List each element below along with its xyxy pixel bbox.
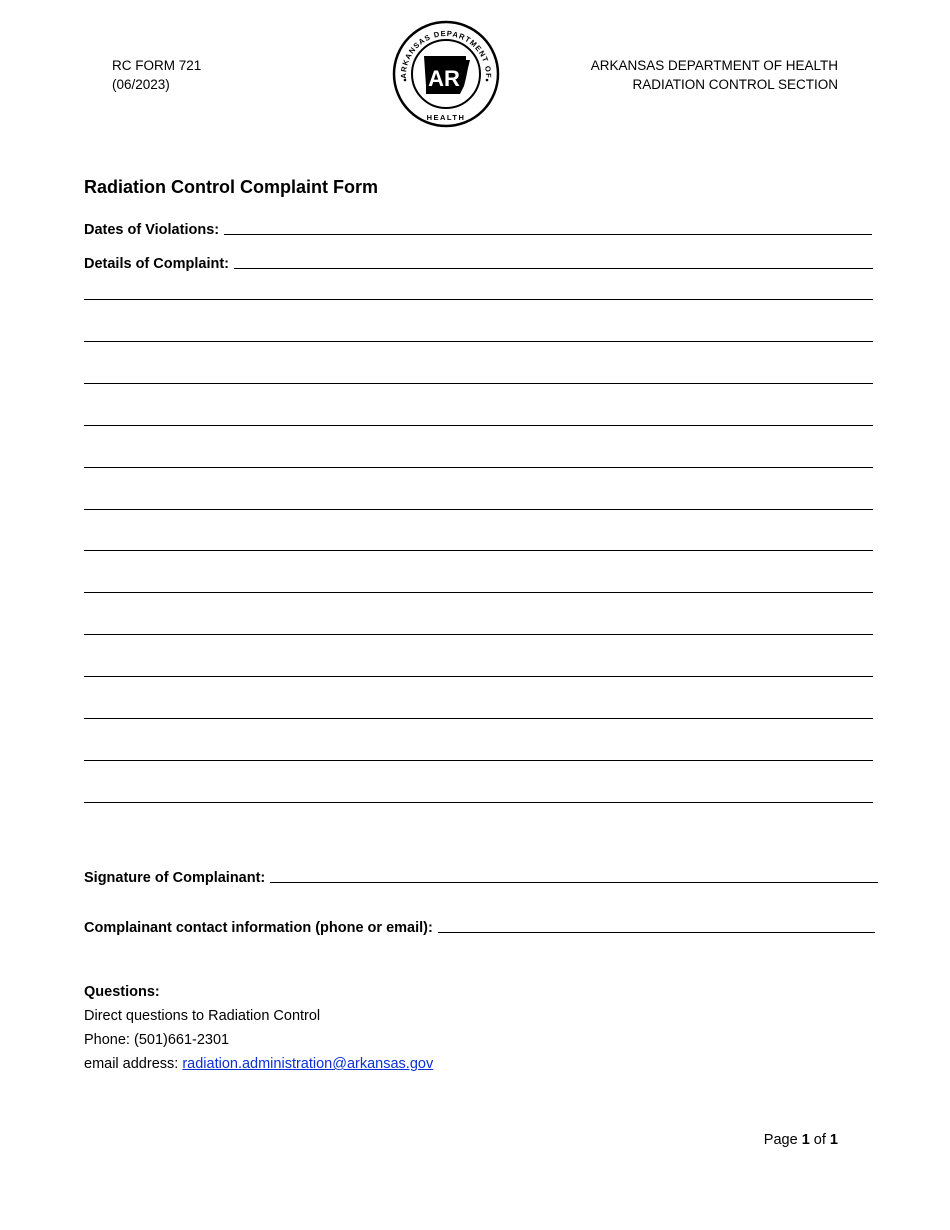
svg-text:ARKANSAS DEPARTMENT OF: ARKANSAS DEPARTMENT OF [398,28,494,79]
page-prefix: Page [763,1132,802,1148]
signature-field[interactable] [84,870,878,886]
department-logo [392,20,500,128]
signature-input-line[interactable] [270,881,878,883]
dates-of-violations-field[interactable] [84,222,872,238]
form-id [112,56,201,94]
details-blank-line[interactable] [84,550,873,551]
svg-text:HEALTH: HEALTH [426,113,466,122]
email-label: email address: [84,1056,183,1072]
contact-input-line[interactable] [438,931,875,933]
details-blank-line[interactable] [84,341,873,342]
details-blank-line[interactable] [84,299,873,300]
details-blank-line[interactable] [84,592,873,593]
details-blank-line[interactable] [84,383,873,384]
contact-info-field[interactable] [84,920,875,936]
form-date: (06/2023) [112,77,170,92]
page-of: of [809,1132,830,1148]
questions-heading: Questions: [84,984,160,1000]
signature-label: Signature of Complainant: [84,870,266,886]
details-of-complaint-field[interactable] [84,256,873,272]
contact-label: Complainant contact information (phone or email): [84,920,433,936]
email-link[interactable]: radiation.administration@arkansas.gov [182,1056,434,1072]
section-name: RADIATION CONTROL SECTION [632,77,838,92]
page-total: 1 [829,1132,838,1148]
form-number: RC FORM 721 [112,58,202,73]
department-info [591,56,838,94]
details-label: Details of Complaint: [84,256,230,272]
page-title: Radiation Control Complaint Form [84,177,378,197]
dates-input-line[interactable] [224,233,872,235]
details-blank-line[interactable] [84,718,873,719]
page-current: 1 [801,1132,810,1148]
phone-number: Phone: (501)661-2301 [84,1032,230,1048]
details-blank-line[interactable] [84,760,873,761]
details-blank-line[interactable] [84,802,873,803]
questions-text: Direct questions to Radiation Control [84,1008,321,1024]
page-number [764,1132,838,1148]
svg-text:AR: AR [428,66,460,91]
dates-label: Dates of Violations: [84,222,220,238]
details-blank-line[interactable] [84,467,873,468]
questions-section [84,980,433,1076]
details-blank-line[interactable] [84,425,873,426]
department-name: ARKANSAS DEPARTMENT OF HEALTH [590,58,838,73]
details-blank-line[interactable] [84,634,873,635]
details-input-line[interactable] [234,267,873,269]
details-blank-line[interactable] [84,676,873,677]
details-blank-line[interactable] [84,509,873,510]
